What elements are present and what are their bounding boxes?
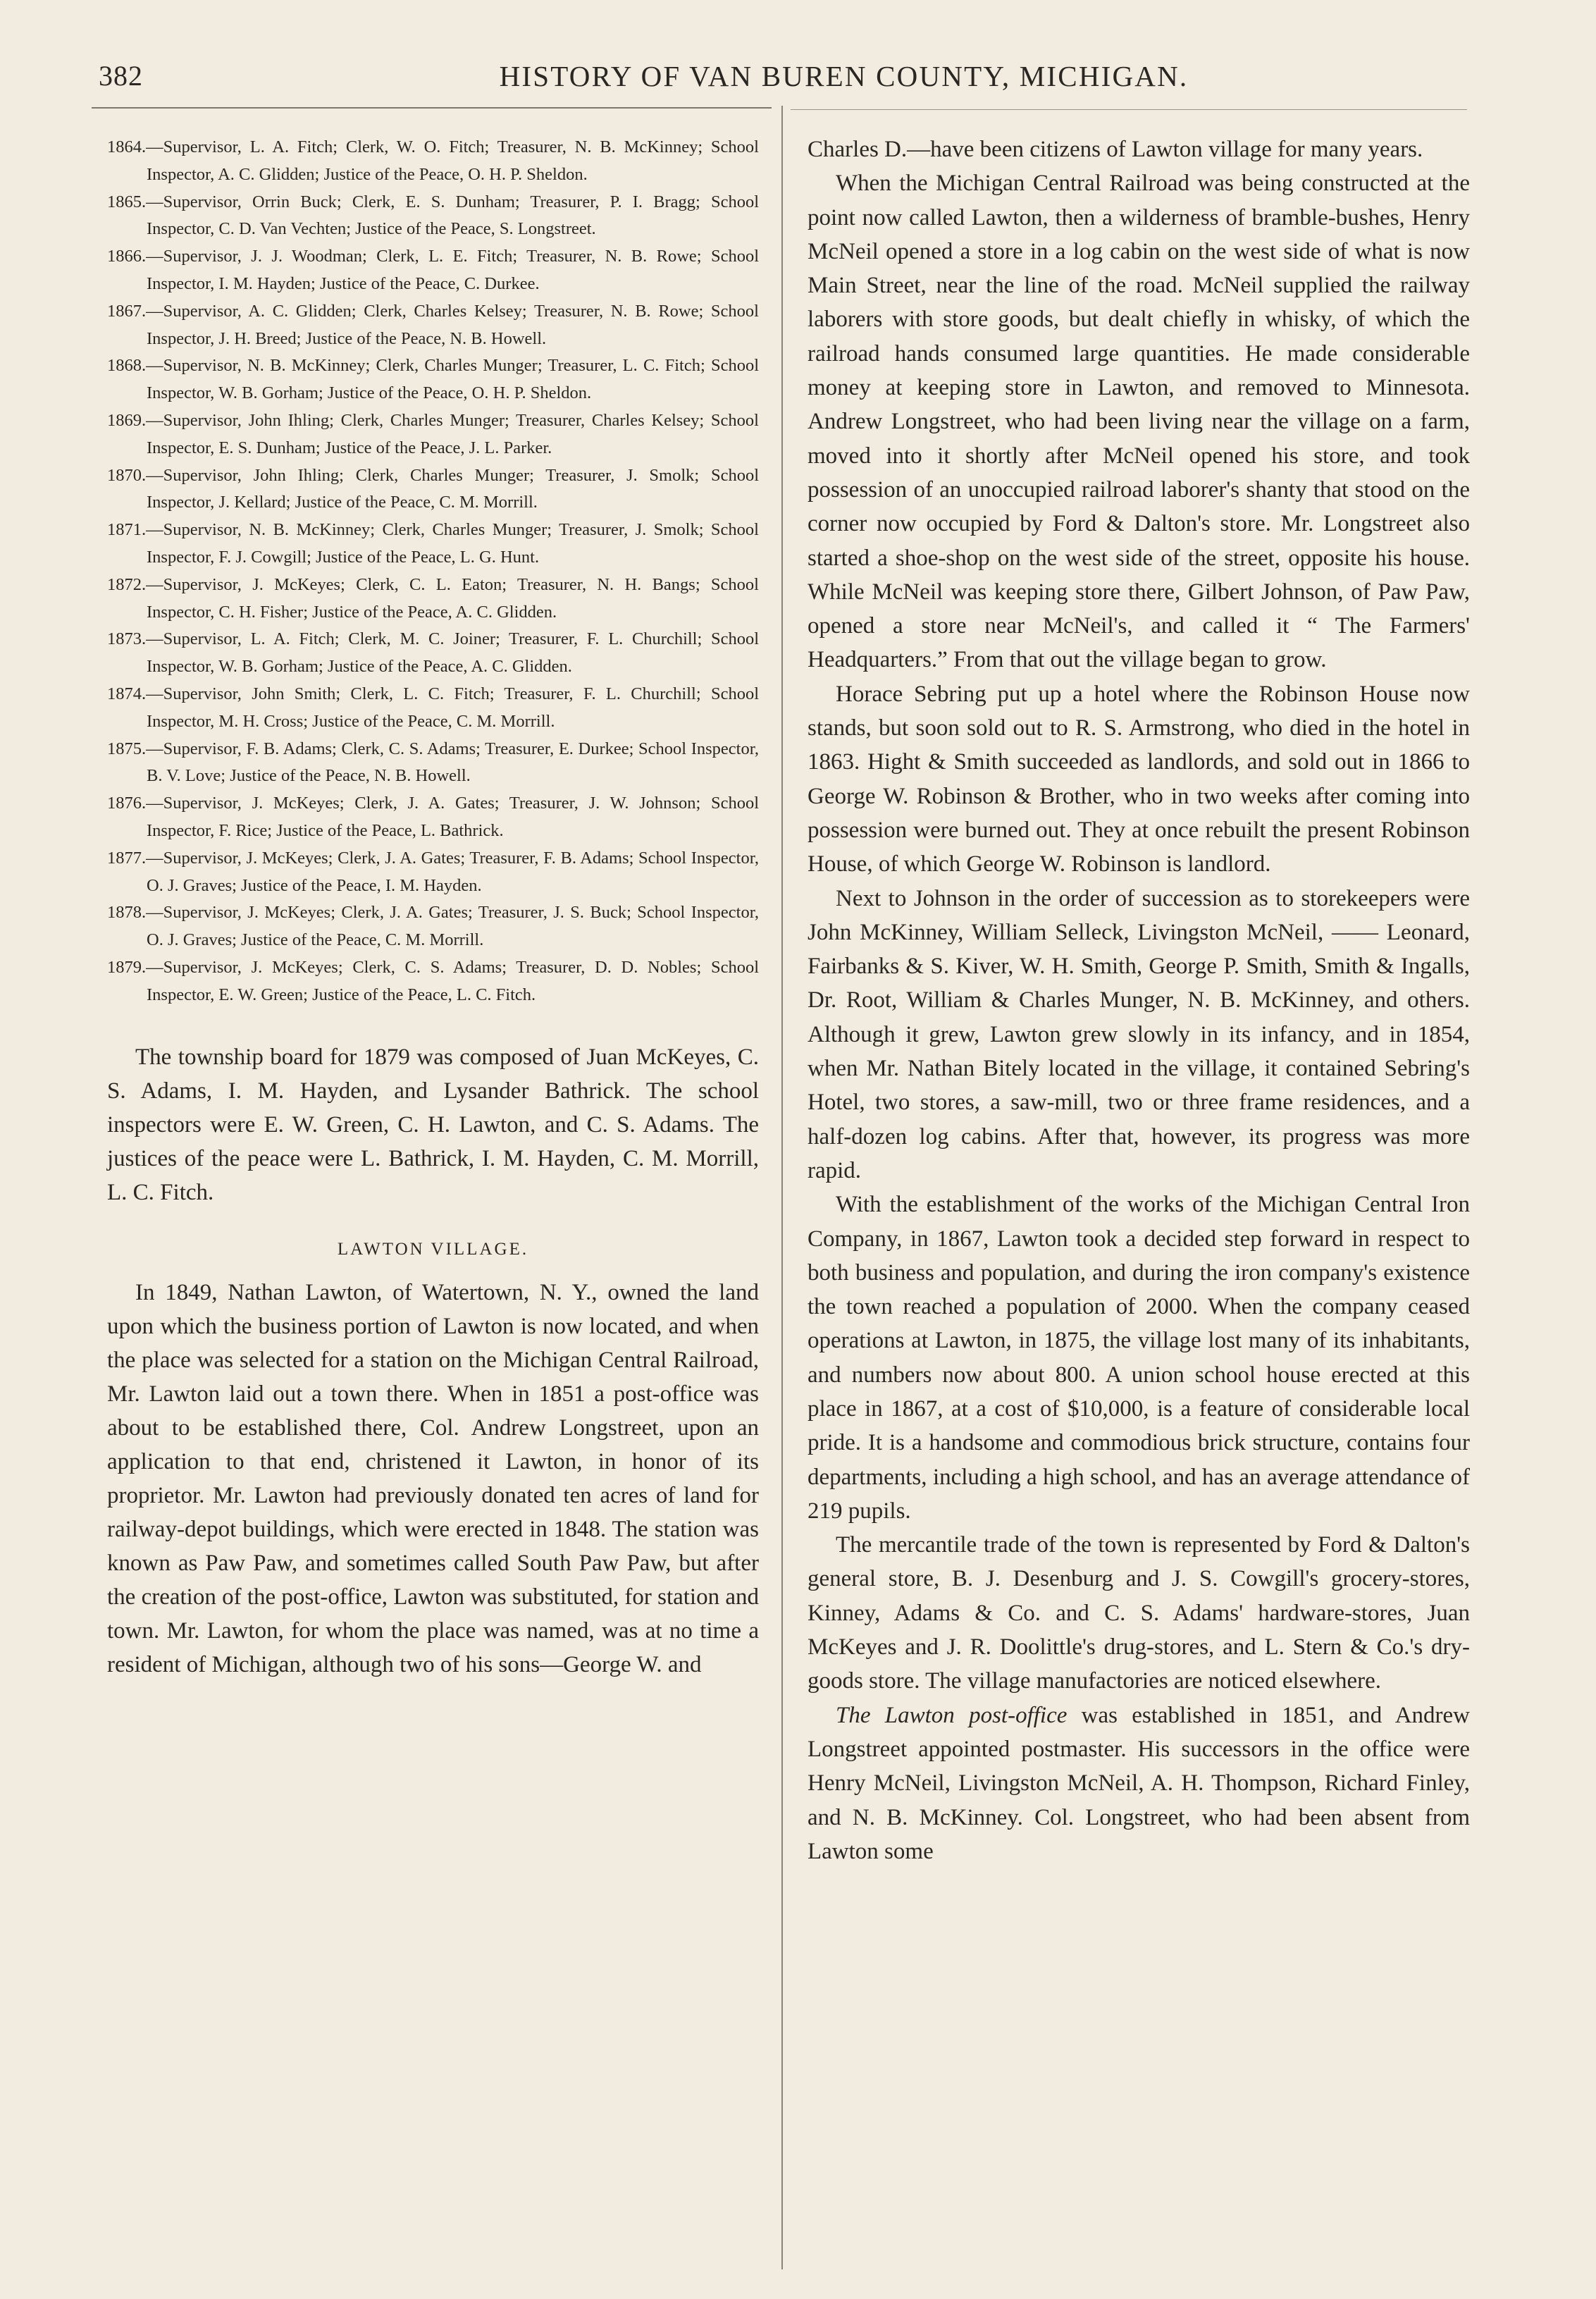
officer-text: —Supervisor, J. McKeyes; Clerk, J. A. Gates; Treasurer, J. S. Buck; School Inspector, O. J. Graves; Justice of the Peace, C. M. Morrill.	[146, 903, 759, 950]
officer-entry	[107, 298, 759, 353]
township-board-paragraph: The township board for 1879 was composed of Juan McKeyes, C. S. Adams, I. M. Hayden, and Lysander Bathrick. The school inspectors were E. W. Green, C. H. Lawton, and C. S. Adams. The justices of the peace were L. Bathrick, I. M. Hayden, C. M. Morrill, L. C. Fitch.	[107, 1044, 759, 1205]
officer-text: —Supervisor, L. A. Fitch; Clerk, W. O. Fitch; Treasurer, N. B. McKinney; School Inspector, A. C. Glidden; Justice of the Peace, O. H. P. Sheldon.	[146, 137, 759, 184]
officer-year: 1865.	[107, 192, 147, 211]
section-heading: LAWTON VILLAGE.	[337, 1239, 529, 1259]
officer-entry	[107, 134, 759, 189]
officer-text: —Supervisor, John Smith; Clerk, L. C. Fitch; Treasurer, F. L. Churchill; School Inspector, M. H. Cross; Justice of the Peace, C. M. Morrill.	[146, 684, 759, 731]
village-history-paragraph: In 1849, Nathan Lawton, of Watertown, N. Y., owned the land upon which the business portion of Lawton is now located, and when the place was selected for a station on the Michigan Central Railroad, Mr. Lawton laid out a town there. When in 1851 a post-office was about to be established there, Col. Andrew Longstreet, upon an application to that end, christened it Lawton, in honor of its proprietor. Mr. Lawton had previously donated ten acres of land for railway-depot buildings, which were erected in 1848. The station was known as Paw Paw, and sometimes called South Paw Paw, but after the creation of the post-office, Lawton was substituted, for station and town. Mr. Lawton, for whom the place was named, was at no time a resident of Michigan, although two of his sons—George W. and	[107, 1279, 759, 1677]
officer-year: 1874.	[107, 684, 147, 703]
post-office-text: was established in 1851, and Andrew Longstreet appointed postmaster. His successors in the office were Henry McNeil, Livingston McNeil, A. H. Thompson, Richard Finley, and N. B. McKinney. Col. Longstreet, who had been absent from Lawton some	[808, 1702, 1470, 1864]
header-rule-left	[92, 107, 772, 109]
officer-text: —Supervisor, J. McKeyes; Clerk, J. A. Gates; Treasurer, J. W. Johnson; School Inspector, F. Rice; Justice of the Peace, L. Bathrick.	[146, 794, 759, 840]
officer-text: —Supervisor, J. McKeyes; Clerk, C. L. Eaton; Treasurer, N. H. Bangs; School Inspector, C. H. Fisher; Justice of the Peace, A. C. Glidden.	[146, 574, 759, 622]
officer-year: 1877.	[107, 848, 147, 868]
running-title: HISTORY OF VAN BUREN COUNTY, MICHIGAN.	[499, 60, 1189, 92]
officer-year: 1871.	[107, 520, 147, 540]
officer-text: —Supervisor, A. C. Glidden; Clerk, Charles Kelsey; Treasurer, N. B. Rowe; School Inspector, J. H. Breed; Justice of the Peace, N. B. Howell.	[146, 301, 759, 348]
officer-text: —Supervisor, Orrin Buck; Clerk, E. S. Dunham; Treasurer, P. I. Bragg; School Inspector, C. D. Van Vechten; Justice of the Peace, S. Longstreet.	[146, 192, 759, 239]
officer-year: 1873.	[107, 629, 147, 649]
paragraph-hotel: Horace Sebring put up a hotel where the Robinson House now stands, but soon sold out to R. S. Armstrong, who died in the hotel in 1863. Hight & Smith succeeded as landlords, and sold out in 1866 to George W. Robinson & Brother, who in two weeks after coming into possession were burned out. They at once rebuilt the present Robinson House, of which George W. Robinson is landlord.	[808, 681, 1470, 877]
column-divider	[781, 106, 783, 2269]
paragraph-mercantile: The mercantile trade of the town is represented by Ford & Dalton's general store, B. J. Desenburg and J. S. Cowgill's grocery-stores, Kinney, Adams & Co. and C. S. Adams' hardware-stores, Juan McKeyes and J. R. Doolittle's drug-stores, and L. Stern & Co.'s dry-goods store. The village manufactories are noticed elsewhere.	[808, 1532, 1470, 1694]
officer-year: 1864.	[107, 137, 147, 156]
paragraph-iron-company: With the establishment of the works of the Michigan Central Iron Company, in 1867, Lawton took a decided step forward in respect to both business and population, and during the iron company's existence the town reached a population of 2000. When the company ceased operations at Lawton, in 1875, the village lost many of its inhabitants, and numbers now about 800. A union school house erected at this place in 1867, at a cost of $10,000, is a feature of considerable local pride. It is a handsome and commodious brick structure, contains four departments, including a high school, and has an average attendance of 219 pupils.	[808, 1192, 1470, 1524]
officer-text: —Supervisor, N. B. McKinney; Clerk, Charles Munger; Treasurer, J. Smolk; School Inspector, F. J. Cowgill; Justice of the Peace, L. G. Hunt.	[146, 520, 759, 567]
officer-entry	[107, 681, 759, 736]
officer-text: —Supervisor, John Ihling; Clerk, Charles Munger; Treasurer, Charles Kelsey; School Inspector, E. S. Dunham; Justice of the Peace, J. L. Parker.	[146, 410, 759, 457]
officer-year: 1876.	[107, 794, 147, 813]
right-column	[808, 132, 1470, 1868]
officers-list	[107, 134, 759, 1009]
officer-entry	[107, 845, 759, 900]
officer-text: —Supervisor, L. A. Fitch; Clerk, M. C. Joiner; Treasurer, F. L. Churchill; School Inspector, W. B. Gorham; Justice of the Peace, A. C. Glidden.	[146, 629, 759, 677]
officer-entry	[107, 462, 759, 517]
paragraph-railroad: When the Michigan Central Railroad was being constructed at the point now called Lawton, then a wilderness of bramble-bushes, Henry McNeil opened a store in a log cabin on the west side of what is now Main Street, near the line of the road. McNeil supplied the railway laborers with store goods, but dealt chiefly in whisky, of which the railroad hands consumed large quantities. He made considerable money at keeping store in Lawton, and removed to Minnesota. Andrew Longstreet, who had been living near the village on a farm, moved into it shortly after McNeil opened his store, and took possession of an unoccupied railroad laborer's shanty that stood on the corner now occupied by Ford & Dalton's store. Mr. Longstreet also started a shoe-shop on the west side of the street, opposite his house. While McNeil was keeping store there, Gilbert Johnson, of Paw Paw, opened a store near McNeil's, and called it “ The Farmers' Headquarters.” From that out the village began to grow.	[808, 171, 1470, 673]
officer-entry	[107, 352, 759, 407]
officer-year: 1869.	[107, 410, 147, 430]
continuation-paragraph: Charles D.—have been citizens of Lawton village for many years.	[808, 137, 1423, 162]
officer-text: —Supervisor, J. J. Woodman; Clerk, L. E. Fitch; Treasurer, N. B. Rowe; School Inspector, I. M. Hayden; Justice of the Peace, C. Durkee.	[146, 247, 759, 293]
officer-text: —Supervisor, N. B. McKinney; Clerk, Charles Munger; Treasurer, L. C. Fitch; School Inspector, W. B. Gorham; Justice of the Peace, O. H. P. Sheldon.	[146, 356, 759, 403]
officer-entry	[107, 899, 759, 954]
officer-year: 1867.	[107, 301, 147, 321]
paragraph-storekeepers: Next to Johnson in the order of succession as to storekeepers were John McKinney, William Selleck, Livingston McNeil, —— Leonard, Fairbanks & S. Kiver, W. H. Smith, George P. Smith, Smith & Ingalls, Dr. Root, William & Charles Munger, N. B. McKinney, and others. Although it grew, Lawton grew slowly in its infancy, and in 1854, when Mr. Nathan Bitely located in the village, it contained Sebring's Hotel, two stores, a saw-mill, two or three frame residences, and a half-dozen log cabins. After that, however, its progress was more rapid.	[808, 885, 1470, 1183]
officer-entry	[107, 407, 759, 462]
officer-year: 1878.	[107, 903, 147, 923]
officer-year: 1879.	[107, 957, 147, 977]
officer-entry	[107, 517, 759, 572]
officer-entry	[107, 954, 759, 1009]
officer-year: 1875.	[107, 739, 147, 758]
paragraph-post-office	[808, 1699, 1470, 1868]
officer-year: 1872.	[107, 574, 147, 594]
officer-text: —Supervisor, John Ihling; Clerk, Charles Munger; Treasurer, J. Smolk; School Inspector, J. Kellard; Justice of the Peace, C. M. Morrill.	[146, 465, 759, 512]
officer-entry	[107, 243, 759, 298]
officer-year: 1868.	[107, 356, 147, 376]
page-number: 382	[99, 60, 143, 92]
officer-text: —Supervisor, J. McKeyes; Clerk, J. A. Gates; Treasurer, F. B. Adams; School Inspector, O. J. Graves; Justice of the Peace, I. M. Hayden.	[146, 848, 759, 895]
officer-text: —Supervisor, J. McKeyes; Clerk, C. S. Adams; Treasurer, D. D. Nobles; School Inspector, E. W. Green; Justice of the Peace, L. C. Fitch.	[146, 957, 759, 1004]
officer-entry	[107, 626, 759, 681]
post-office-lead: The Lawton post-office	[836, 1702, 1068, 1728]
officer-year: 1866.	[107, 247, 147, 266]
officer-year: 1870.	[107, 465, 147, 485]
officer-entry	[107, 736, 759, 791]
header-rule-right	[791, 109, 1467, 110]
officer-entry	[107, 189, 759, 244]
officer-text: —Supervisor, F. B. Adams; Clerk, C. S. Adams; Treasurer, E. Durkee; School Inspector, B. V. Love; Justice of the Peace, N. B. Howell.	[146, 739, 759, 786]
officer-entry	[107, 790, 759, 845]
officer-entry	[107, 572, 759, 627]
left-column	[107, 134, 759, 1682]
